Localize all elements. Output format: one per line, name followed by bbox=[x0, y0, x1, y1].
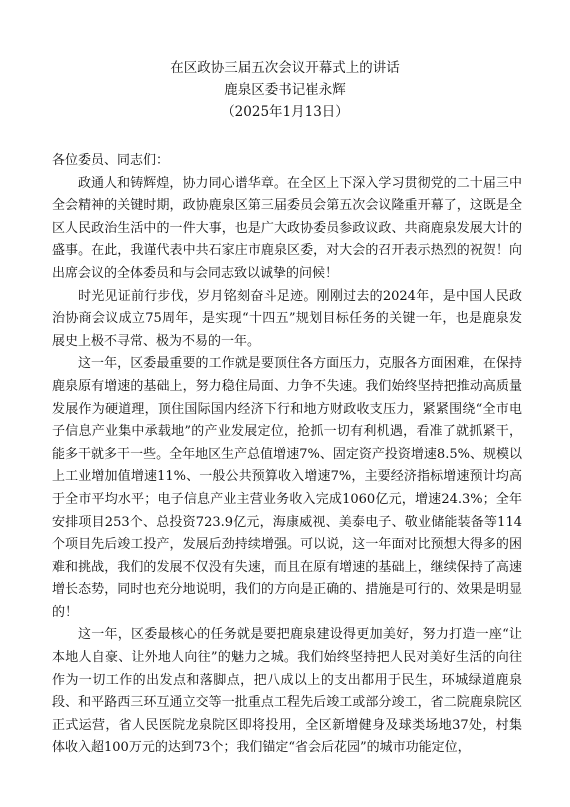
paragraph-4: 这一年，区委最核心的任务就是要把鹿泉建设得更加美好，努力打造一座“让本地人自豪、让外地人向往”的魅力之城。我们始终坚持把人民对美好生活的向往作为一切工作的出发点和落脚点，把八成以上的支出都用于民生，环城绿道鹿泉段、和平路西三环互通立交等一批重点工程先后竣工或部分竣工，省二院鹿泉院区正式运营，省人民医院龙泉院区即将投用，全区新增健身及球类场地37处，村集体收入超100万元的达到73个；我们锚定“省会后花园”的城市功能定位， bbox=[52, 627, 522, 756]
document-body bbox=[52, 150, 522, 760]
paragraph-2: 时光见证前行步伐，岁月铭刻奋斗足迹。刚刚过去的2024年，是中国人民政治协商会议成立75周年，是实现“十四五”规划目标任务的关键一年，也是鹿泉发展史上极不寻常、极为不易的一年。 bbox=[52, 288, 522, 349]
salutation: 各位委员、同志们： bbox=[52, 153, 170, 168]
document-author: 鹿泉区委书记崔永辉 bbox=[224, 82, 346, 98]
paragraph-3: 这一年，区委最重要的工作就是要顶住各方面压力，克服各方面困难，在保持鹿泉原有增速的基础上，努力稳住局面、力争不失速。我们始终坚持把推动高质量发展作为硬道理，顶住国际国内经济下行和地方财政收支压力，紧紧围绕“全市电子信息产业集中承载地”的产业发展定位，抢抓一切有利机遇，看准了就抓紧干，能多干就多干一些。全年地区生产总值增速7%、固定资产投资增速8.5%、规模以上工业增加值增速11%、一般公共预算收入增速7%，主要经济指标增速预计均高于全市平均水平；电子信息产业主营业务收入完成1060亿元，增速24.3%；全年安排项目253个、总投资723.9亿元，海康威视、美泰电子、敬业储能装备等114个项目先后竣工投产，发展后劲持续增强。可以说，这一年面对比预想大得多的困难和挑战，我们的发展不仅没有失速，而且在原有增速的基础上，继续保持了高速增长态势，同时也充分地说明，我们的方向是正确的、措施是可行的、效果是明显的！ bbox=[52, 356, 522, 620]
document-date: （2025年1月13日） bbox=[221, 104, 349, 120]
document-title: 在区政协三届五次会议开幕式上的讲话 bbox=[170, 60, 400, 76]
paragraph-1: 政通人和铸辉煌，协力同心谱华章。在全区上下深入学习贯彻党的二十届三中全会精神的关键时期，政协鹿泉区第三届委员会第五次会议隆重开幕了，这既是全区人民政治生活中的一件大事，也是广大政协委员参政议政、共商鹿泉发展大计的盛事。在此，我谨代表中共石家庄市鹿泉区委，对大会的召开表示热烈的祝贺！向出席会议的全体委员和与会同志致以诚挚的问候！ bbox=[52, 175, 522, 281]
